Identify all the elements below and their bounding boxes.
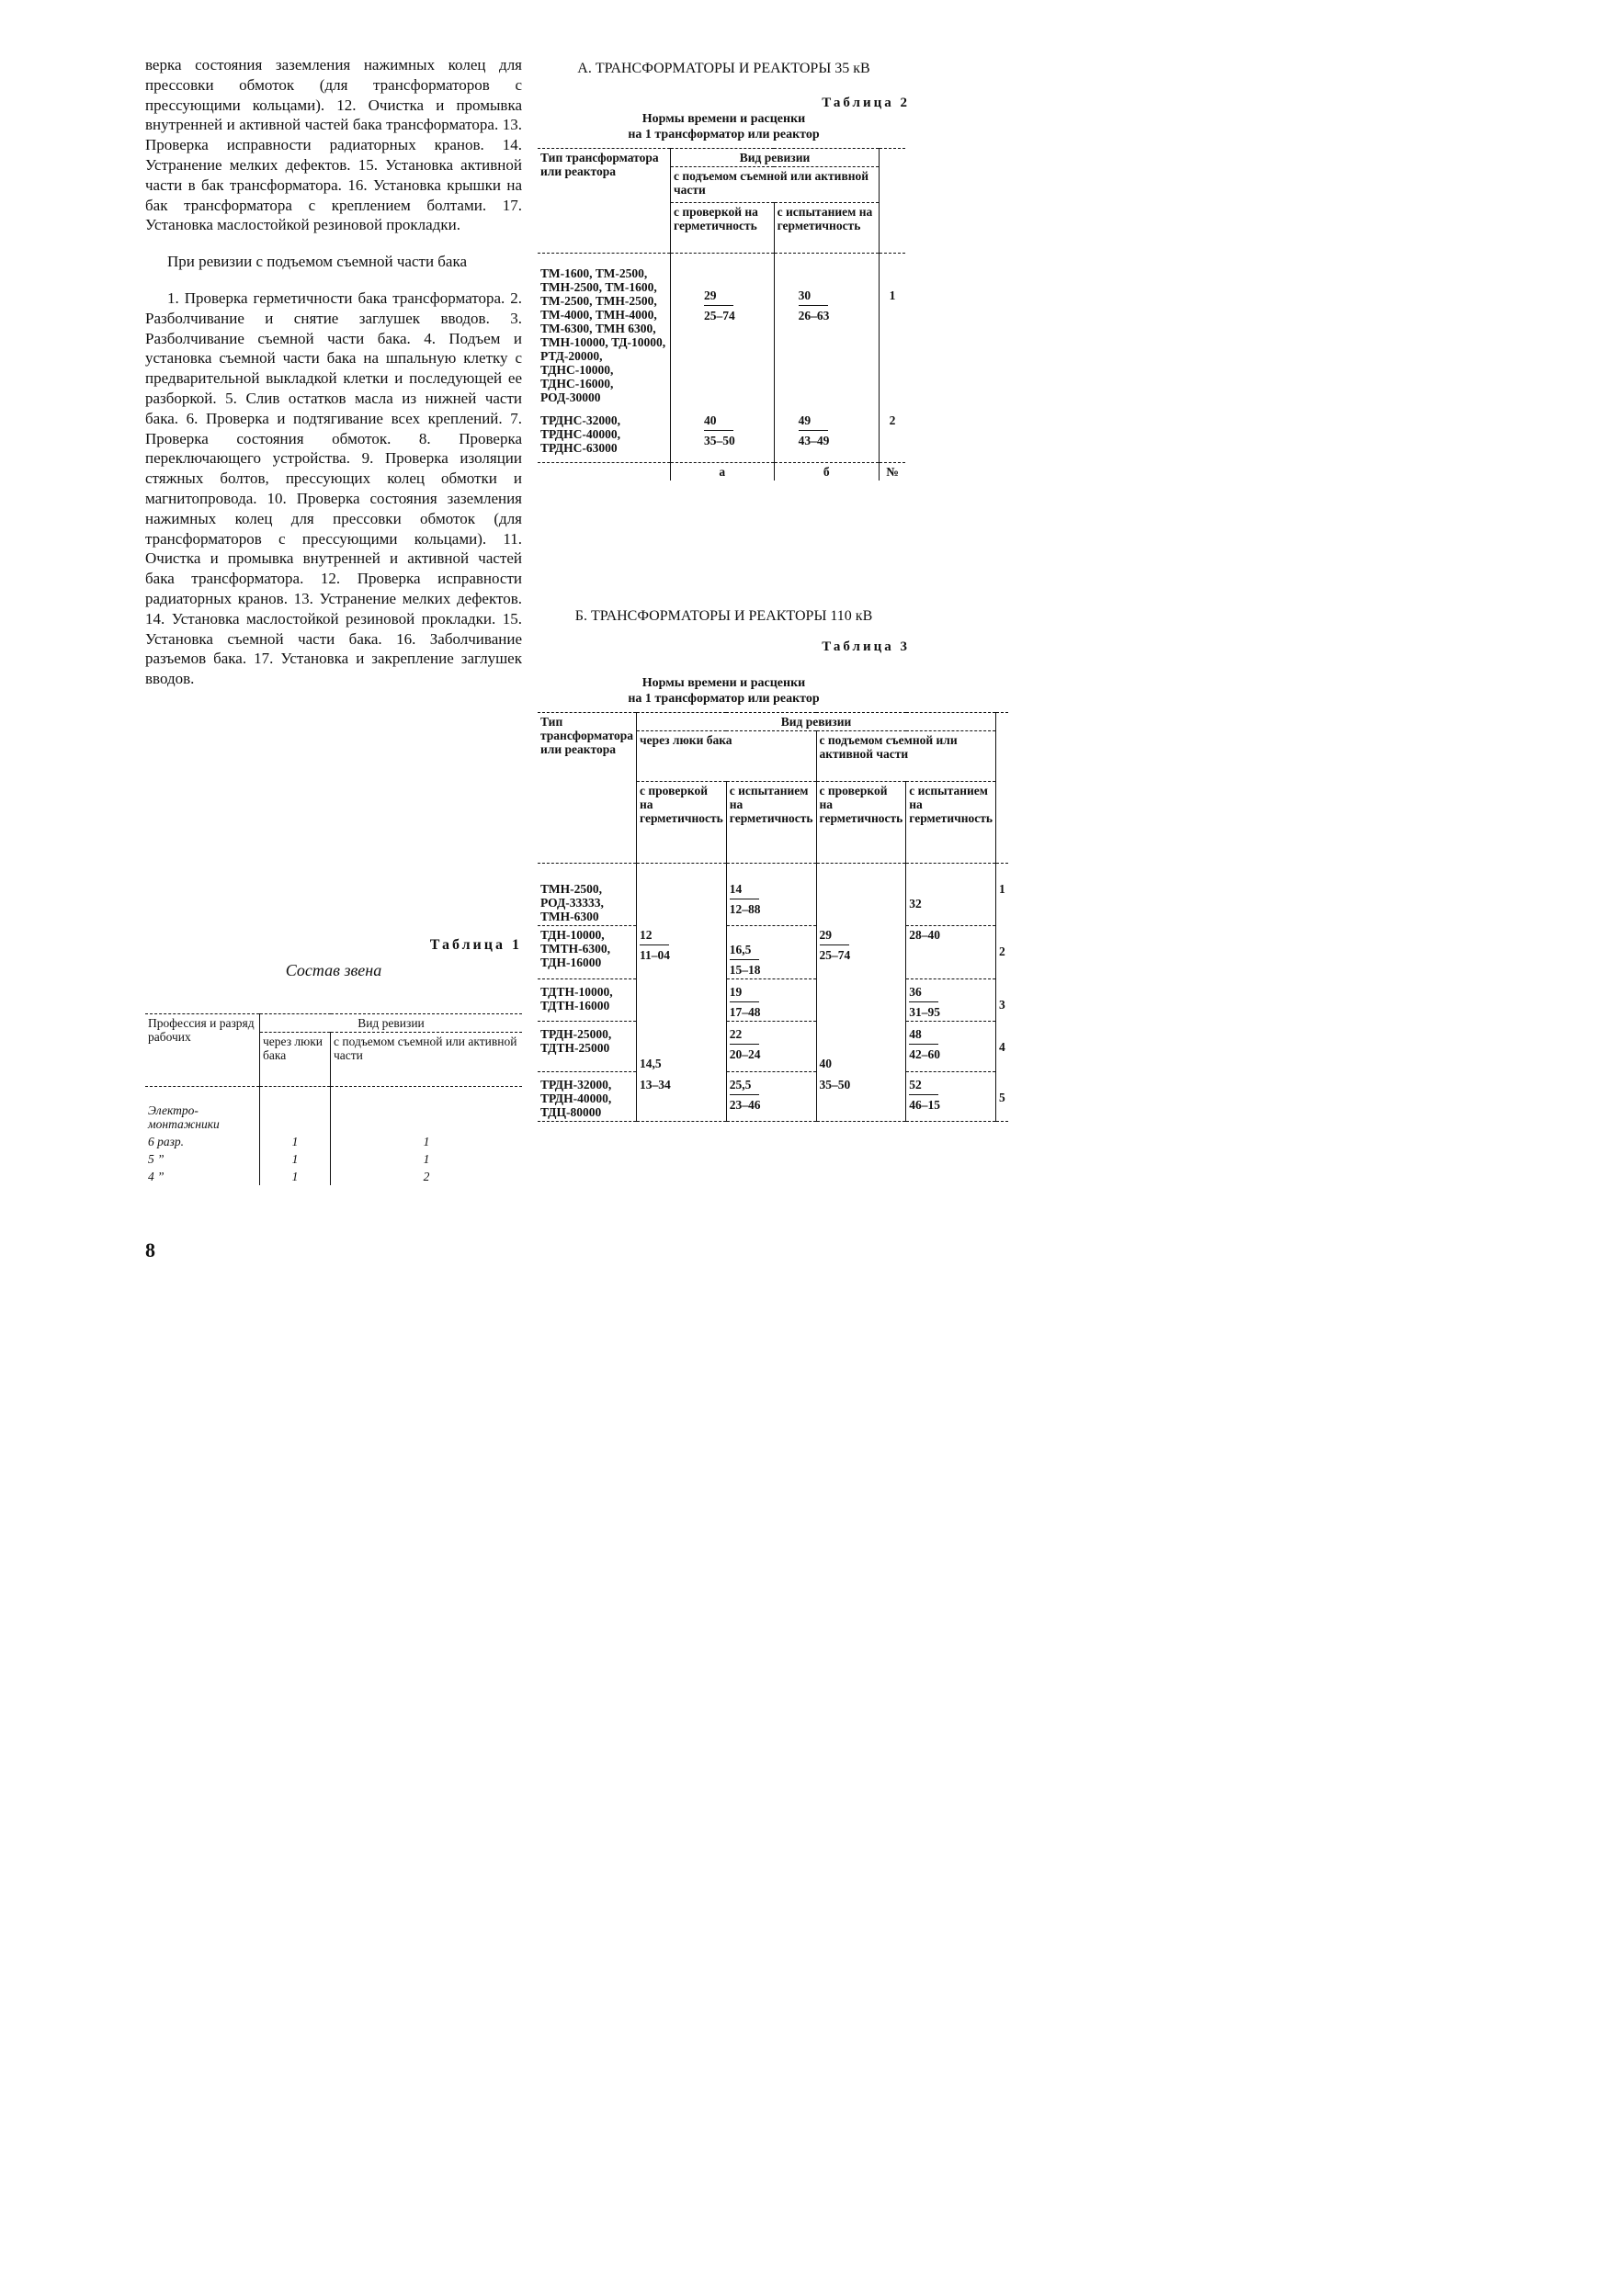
fraction-top: 22 bbox=[729, 1027, 743, 1041]
fraction-top: 12 bbox=[640, 927, 653, 942]
table3-cell-c4: 28–40 bbox=[906, 926, 996, 979]
table-row bbox=[145, 1133, 522, 1150]
section-b-title: Б. ТРАНСФОРМАТОРЫ И РЕАКТОРЫ 110 кВ bbox=[574, 608, 873, 624]
table3-type: ТРДН-25000, ТДТН-25000 bbox=[538, 1022, 637, 1072]
table1-title: Состав звена bbox=[285, 961, 382, 979]
table3-cell-c2 bbox=[726, 864, 816, 926]
fraction-bottom: 12–88 bbox=[729, 902, 761, 916]
table-row bbox=[145, 1168, 522, 1185]
table3-row-number: 4 bbox=[996, 1022, 1008, 1072]
table2-foot-a: а bbox=[671, 463, 775, 481]
table2 bbox=[538, 148, 905, 481]
table3-head-c1: с проверкой на герметичность bbox=[637, 782, 727, 864]
table2-head-sub: с подъемом съемной или активной части bbox=[671, 167, 880, 203]
table1-group-label: Электро-монтажники bbox=[148, 1103, 220, 1131]
fraction-bottom: 25–74 bbox=[819, 947, 851, 962]
table3-type: ТДН-10000, ТМТН-6300, ТДН-16000 bbox=[538, 926, 637, 979]
table-row bbox=[538, 254, 905, 407]
table3-head-c4: с испытанием на герметичность bbox=[906, 782, 996, 864]
section-a-title: А. ТРАНСФОРМАТОРЫ И РЕАКТОРЫ 35 кВ bbox=[577, 61, 870, 76]
table1-cell: 1 bbox=[260, 1150, 331, 1168]
table2-subtitle1: Нормы времени и расценки bbox=[641, 112, 806, 126]
table3 bbox=[538, 712, 1008, 1122]
table1-cell: 1 bbox=[260, 1168, 331, 1185]
fraction-top: 29 bbox=[704, 288, 717, 302]
table3-cell-c2 bbox=[726, 1072, 816, 1122]
fraction-bottom: 43–49 bbox=[798, 434, 830, 447]
table1-cell: 2 bbox=[331, 1168, 523, 1185]
table3-row-number: 3 bbox=[996, 979, 1008, 1022]
table-row bbox=[145, 1150, 522, 1168]
fraction-bottom: 23–46 bbox=[729, 1098, 761, 1112]
paragraph-heading: При ревизии с подъемом съемной части бака bbox=[167, 253, 468, 271]
table3-row-number: 5 bbox=[996, 1072, 1008, 1122]
table2-cell-b bbox=[774, 254, 879, 407]
table3-cell-c2 bbox=[726, 1022, 816, 1072]
table1-grade: 6 разр. bbox=[148, 1135, 185, 1148]
fraction-top: 14,5 bbox=[640, 1056, 662, 1070]
table1-number: Таблица 1 bbox=[429, 937, 522, 953]
paragraph-steps: 1. Проверка герметичности бака трансформатора. 2. Разболчивание и снятие заглушек вводов. 3. Разболчивание съемной части бака. 4. Подъем и установка съемной части бака на шпальную клетку с предварительной выкладкой клетки и последующей ее разборкой. 5. Слив остатков масла из нижней части бака. 6. Проверка и подтягивание всех креплений. 7. Проверка состояния обмоток. 8. Проверка переключающего устройства. 9. Проверка изоляции стяжных болтов, прессующих колец обмотки и магнитопровода. 10. Проверка состояния заземления нажимных колец для прессовки обмоток (для трансформаторов с прессующими кольцами). 11. Очистка и промывка внутренней и активной частей бака трансформатора. 12. Проверка исправности радиаторных кранов. 13. Устранение мелких дефектов. 14. Установка маслостойкой резиновой прокладки. 15. Установка съемной части бака. 16. Заболчивание разъемов бака. 17. Установка и закрепление заглушек вводов. bbox=[145, 288, 522, 688]
page-number: 8 bbox=[145, 1238, 155, 1261]
table2-cell-a bbox=[671, 406, 775, 463]
table-row bbox=[538, 1022, 1008, 1072]
fraction-top: 48 bbox=[909, 1027, 922, 1041]
table2-type: ТРДНС-32000, ТРДНС-40000, ТРДНС-63000 bbox=[538, 406, 671, 463]
fraction-bottom: 35–50 bbox=[704, 434, 735, 447]
table3-cell-c4 bbox=[906, 1022, 996, 1072]
fraction-top: 25,5 bbox=[729, 1078, 752, 1091]
table2-row-number: 2 bbox=[880, 406, 906, 463]
table3-cell-c4 bbox=[906, 979, 996, 1022]
fraction-top: 40 bbox=[704, 413, 717, 427]
table-row bbox=[538, 979, 1008, 1022]
table2-foot-b: б bbox=[774, 463, 879, 481]
table3-cell-c1 bbox=[637, 1072, 727, 1122]
table2-head-type: Тип трансформатора или реактора bbox=[538, 149, 671, 254]
fraction-bottom: 25–74 bbox=[704, 309, 735, 322]
fraction-top: 30 bbox=[798, 288, 812, 302]
table3-cell-c3 bbox=[816, 926, 906, 979]
fraction-bottom: 11–04 bbox=[640, 947, 671, 962]
table1-head-col2: с подъемом съемной или активной части bbox=[331, 1033, 523, 1087]
paragraph-continuation: верка состояния заземления нажимных колец для прессовки обмоток (для трансформаторов с прессующими кольцами). 12. Очистка и промывка внутренней и активной частей бака трансформатора. 13. Проверка исправности радиаторных кранов. 14. Устранение мелких дефектов. 15. Установка активной части в бак трансформатора. 16. Установка крышки на бак трансформатора с креплением болтами. 17. Установка маслостойкой резиновой прокладки. bbox=[145, 56, 522, 234]
table3-cell-c1 bbox=[637, 926, 727, 979]
fraction-top: 19 bbox=[729, 985, 743, 999]
fraction-bottom: 15–18 bbox=[729, 963, 761, 977]
table3-type: ТРДН-32000, ТРДН-40000, ТДЦ-80000 bbox=[538, 1072, 637, 1122]
table2-cell-a bbox=[671, 254, 775, 407]
table3-row-number: 2 bbox=[996, 926, 1008, 979]
table3-head-g1: через люки бака bbox=[637, 731, 817, 782]
table2-head-b: с испытанием на герметичность bbox=[774, 203, 879, 254]
left-column bbox=[145, 55, 522, 689]
table3-head-type: Тип трансформатора или реактора bbox=[538, 713, 637, 864]
fraction-bottom: 31–95 bbox=[909, 1005, 940, 1019]
fraction-top: 52 bbox=[909, 1078, 922, 1091]
table1-cell: 1 bbox=[331, 1150, 523, 1168]
fraction-bottom: 17–48 bbox=[729, 1005, 761, 1019]
section-a bbox=[538, 55, 910, 481]
table1-cell: 1 bbox=[331, 1133, 523, 1150]
table1-head-group: Вид ревизии bbox=[260, 1014, 523, 1033]
fraction-bottom: 35–50 bbox=[819, 1077, 851, 1091]
fraction-bottom: 20–24 bbox=[729, 1047, 761, 1061]
fraction-top: 29 bbox=[819, 927, 832, 942]
fraction-top: 36 bbox=[909, 985, 922, 999]
table2-foot-no: № bbox=[880, 463, 906, 481]
fraction-top: 14 bbox=[729, 882, 743, 896]
section-b bbox=[538, 603, 1005, 1122]
fraction-bottom: 42–60 bbox=[909, 1047, 940, 1061]
table3-subtitle1: Нормы времени и расценки bbox=[641, 676, 806, 690]
table1-head-profession: Профессия и разряд рабочих bbox=[145, 1014, 260, 1087]
table2-type: ТМ-1600, ТМ-2500, ТМН-2500, ТМ-1600, ТМ-2500, ТМН-2500, ТМ-4000, ТМН-4000, ТМ-6300, ТМН 6300, ТМН-10000, ТД-10000, РТД-20000, ТДНС-10000, ТДНС-16000, РОД-30000 bbox=[540, 266, 666, 404]
table2-head-a: с проверкой на герметичность bbox=[671, 203, 775, 254]
table3-cell-c4: 32 bbox=[906, 864, 996, 926]
table2-cell-b bbox=[774, 406, 879, 463]
table3-type: ТМН-2500, РОД-33333, ТМН-6300 bbox=[538, 864, 637, 926]
table-row bbox=[538, 406, 905, 463]
table3-row-number: 1 bbox=[996, 864, 1008, 926]
table3-head-c3: с проверкой на герметичность bbox=[816, 782, 906, 864]
table3-head-c2: с испытанием на герметичность bbox=[726, 782, 816, 864]
fraction-bottom: 13–34 bbox=[640, 1077, 671, 1091]
table3-cell-c1 bbox=[637, 1022, 727, 1072]
table-row bbox=[538, 926, 1008, 979]
table3-cell-c3 bbox=[816, 1072, 906, 1122]
table2-row-number: 1 bbox=[880, 254, 906, 407]
table2-number: Таблица 2 bbox=[822, 96, 910, 110]
table3-cell-c2 bbox=[726, 979, 816, 1022]
table-row bbox=[538, 864, 1008, 926]
table2-head-group: Вид ревизии bbox=[671, 149, 880, 167]
table2-subtitle2: на 1 трансформатор или реактор bbox=[628, 128, 820, 141]
fraction-top: 40 bbox=[819, 1056, 832, 1070]
fraction-top: 49 bbox=[798, 413, 812, 427]
table-row bbox=[538, 1072, 1008, 1122]
table3-type: ТДТН-10000, ТДТН-16000 bbox=[538, 979, 637, 1022]
fraction-top: 16,5 bbox=[729, 943, 752, 956]
table3-cell-c2 bbox=[726, 926, 816, 979]
table1 bbox=[145, 1013, 522, 1185]
table1-grade: 5 ” bbox=[148, 1152, 165, 1166]
table3-cell-c4 bbox=[906, 1072, 996, 1122]
table1-head-col1: через люки бака bbox=[260, 1033, 331, 1087]
table3-head-group: Вид ревизии bbox=[637, 713, 996, 731]
table3-number: Таблица 3 bbox=[822, 639, 910, 654]
fraction-bottom: 26–63 bbox=[798, 309, 830, 322]
table3-head-g2: с подъемом съемной или активной части bbox=[816, 731, 996, 782]
table1-grade: 4 ” bbox=[148, 1170, 165, 1183]
table3-cell-c3 bbox=[816, 1022, 906, 1072]
table1-block bbox=[145, 937, 522, 1185]
table3-subtitle2: на 1 трансформатор или реактор bbox=[628, 692, 820, 706]
fraction-bottom: 46–15 bbox=[909, 1098, 940, 1112]
table1-cell: 1 bbox=[260, 1133, 331, 1150]
